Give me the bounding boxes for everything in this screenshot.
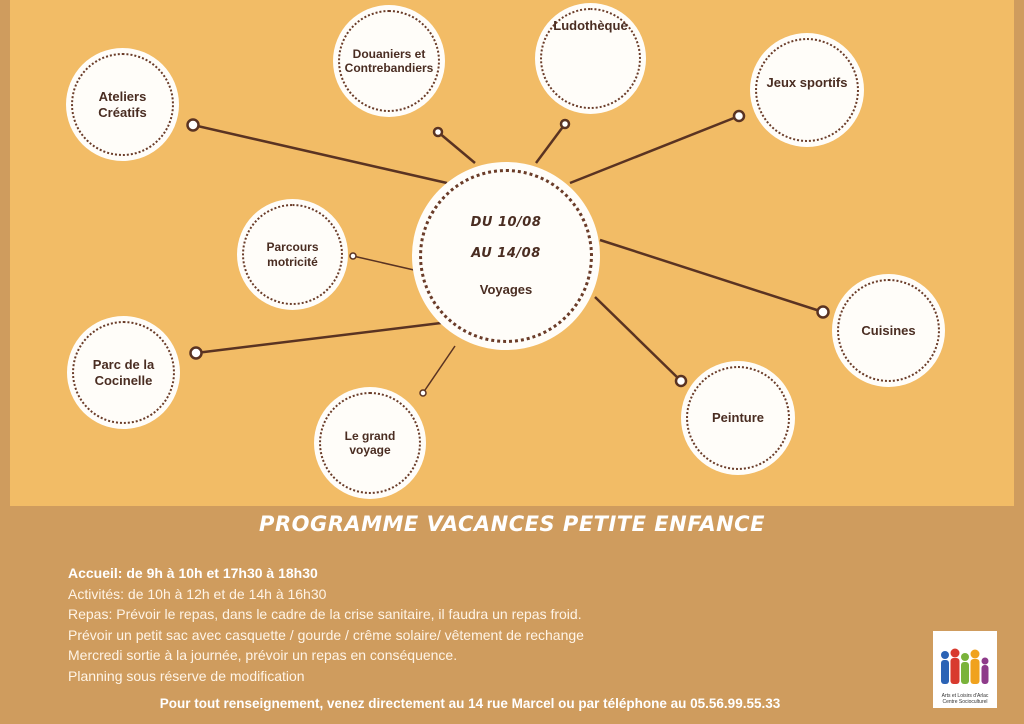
info-planning: Planning sous réserve de modification (68, 667, 305, 684)
connector-dot (420, 390, 426, 396)
connector-grand-voyage (423, 346, 455, 393)
bubble-ludotheque (535, 3, 646, 114)
bubble-label: Peinture (711, 410, 764, 426)
bubble-label: Le grand voyage (344, 428, 396, 457)
bubble-label: Ludothèque (553, 17, 628, 33)
bubble-label: Ateliers Créatifs (98, 88, 147, 120)
connector-dot (676, 376, 686, 386)
info-accueil: Accueil: de 9h à 10h et 17h30 à 18h30 (68, 565, 318, 581)
bubble-label: Parc de la Cocinelle (92, 356, 155, 388)
connector-dot (191, 348, 202, 359)
logo (933, 631, 997, 708)
connector-parcours (353, 256, 414, 270)
bubble-label: Douaniers et Contrebandiers (344, 46, 434, 75)
bubble-peinture (681, 361, 795, 475)
bubble-parcours-motricite (237, 199, 348, 310)
connector-dot (188, 120, 199, 131)
connector-dot (734, 111, 744, 121)
logo-line1: Arts et Loisirs d'Arlac (941, 693, 989, 699)
info-repas: Repas: Prévoir le repas, dans le cadre de la crise sanitaire, il faudra un repas froid. (68, 606, 582, 622)
connector-ateliers (193, 125, 447, 183)
connector-dot (434, 128, 442, 136)
info-activites: Activités: de 10h à 12h et de 14h à 16h30 (68, 585, 327, 602)
connector-dot (818, 307, 829, 318)
logo-text (942, 693, 989, 705)
connector-jeux (570, 116, 739, 183)
theme-label: Voyages (479, 281, 533, 297)
bubble-jeux-sportifs (750, 33, 864, 147)
bubble-label: Cuisines (861, 322, 916, 338)
connector-douaniers (438, 132, 475, 163)
date-start: DU 10/08 (470, 214, 542, 230)
connector-dot (561, 120, 569, 128)
info-sac: Prévoir un petit sac avec casquette / gourde / crême solaire/ vêtement de rechange (68, 626, 584, 643)
bubble-ateliers-creatifs (66, 48, 179, 161)
connector-parc (196, 323, 441, 353)
connector-peinture (595, 297, 681, 381)
bubble-parc-cocinelle (67, 316, 180, 429)
info-mercredi: Mercredi sortie à la journée, prévoir un repas en conséquence. (68, 647, 458, 663)
center-date-bubble (412, 162, 600, 350)
date-end: AU 14/08 (471, 245, 541, 261)
bubble-label: Jeux sportifs (766, 75, 848, 91)
bubble-cuisines (832, 274, 945, 387)
logo-line2: Centre Socioculturel (942, 699, 988, 705)
connector-dot (350, 253, 356, 259)
connector-cuisines (600, 240, 823, 312)
bubble-grand-voyage (314, 387, 426, 499)
program-info (68, 563, 584, 686)
connector-ludotheque (536, 124, 565, 163)
people-figures-icon (935, 643, 995, 693)
contact-line: Pour tout renseignement, venez directement au 14 rue Marcel ou par téléphone au 05.56.99.55.33 (159, 696, 781, 711)
bubble-label: Parcours motricité (266, 240, 319, 269)
center-content (471, 199, 542, 313)
bubble-douaniers (333, 5, 445, 117)
program-title: PROGRAMME VACANCES PETITE ENFANCE (259, 512, 765, 536)
